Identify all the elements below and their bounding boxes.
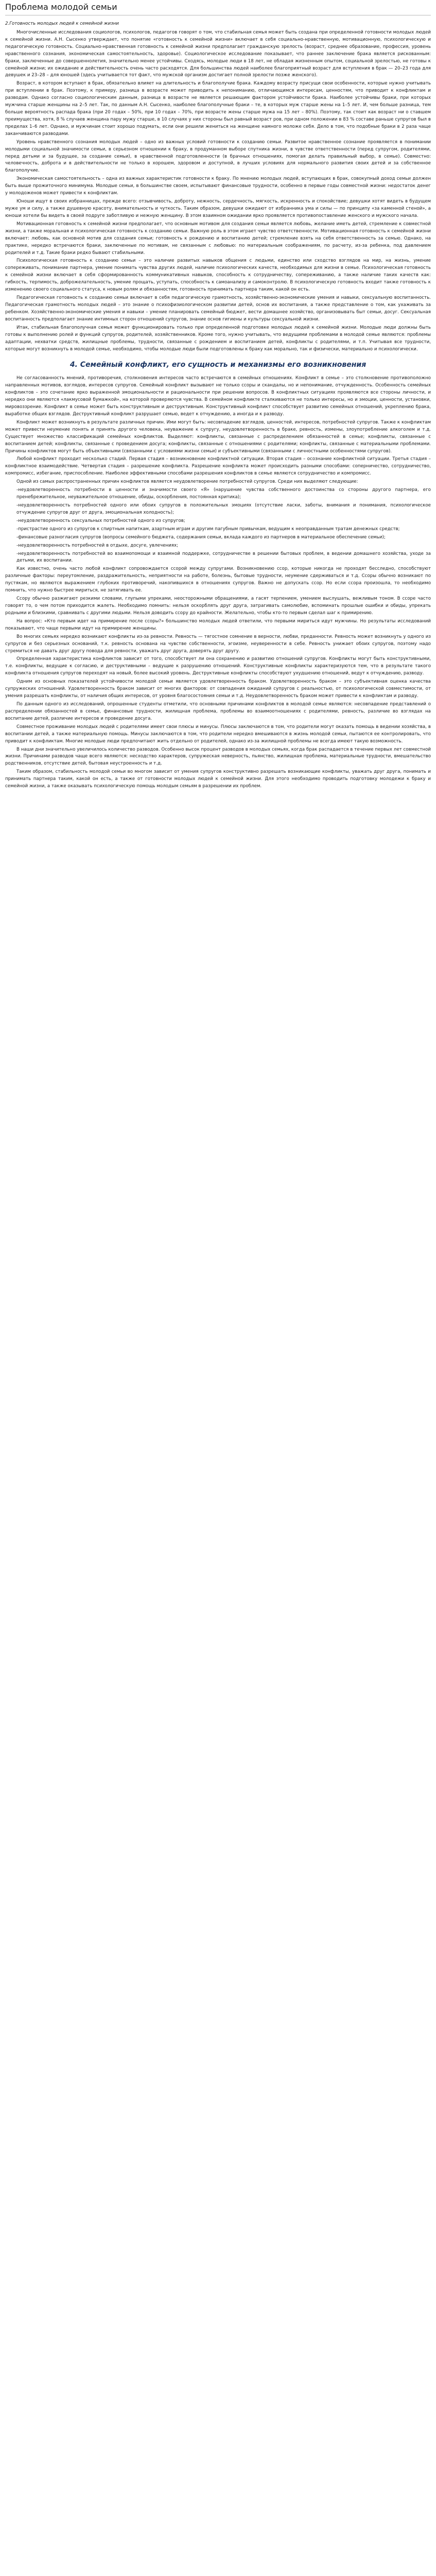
paragraph: Мотивационная готовность к семейной жизни предполагает, что основным мотивом для создания семьи является любовь, желание иметь детей, стремление к совместной жизни, а также моральная и психологическая готовность к созданию семьи. Важную роль в этом играет чувство ответственности. Мотивационная готовность к семейной жизни включает: любовь, как основной мотив для создания семьи; готовность к рождению и воспитанию детей; стремление взять на себя ответственность за семью. Однако, на практике, нередко встречаются браки, заключенные по мотивам, не связанным с любовью: по материальным соображениям, по расчету, из-за ребенка, под давлением родителей и т.д. Такие браки редко бывают стабильными. (5, 221, 431, 256)
list-item: -неудовлетворенность сексуальных потребностей одного из супругов; (16, 518, 185, 523)
section-heading: 4. Семейный конфликт, его сущность и механизмы его возникновения (69, 361, 367, 369)
list-item: -неудовлетворенность потребностей одного или обоих супругов в положительных эмоциях (отсутствие ласки, заботы, внимания и понимания, психологическое отчуждение супругов друг от друга, эмоциональная холодность); (16, 503, 431, 515)
paragraph: Педагогическая готовность к созданию семьи включает в себя педагогическую грамотность, хозяйственно-экономические умения и навыки, сексуальную воспитанность. Педагогическая грамотность молодых людей – это знание о психофизиологическом развитии детей, основ их воспитания, а также представление о том, как ухаживать за ребенком. Хозяйственно-экономические умения и навыки – умение планировать семейный бюджет, вести домашнее хозяйство, организовывать быт семьи, досуг. Сексуальная воспитанность предполагает знание интимных сторон отношений супругов, знание основ гигиены и культуры сексуальной жизни. (5, 295, 431, 322)
paragraph: В наши дни значительно увеличилось количество разводов. Особенно высок процент разводов в молодых семьях, когда брак распадается в течение первых лет совместной жизни. Причинами разводов чаще всего являются: несходство характеров, супружеская неверность, пьянство, жилищная проблема, материальные трудности, вмешательство родственников, отсутствие детей, бытовая неустроенность и т.д. (5, 747, 431, 767)
paragraph: Юноши ищут в своих избранницах, прежде всего: отзывчивость, доброту, нежность, сердечность, мягкость, искренность и спокойствие; девушки хотят видеть в будущем муже ум и силу, а также душевную красоту, внимательность и чуткость. Таким образом, девушки ожидают от избранника ума и силы — по принципу «за каменной стеной», а юноши хотели бы видеть в своей подруге заботливую и нежную женщину. В этом взаимном ожидании ярко проявляется противопоставление женского и мужского начала. (5, 199, 431, 218)
paragraph: Многочисленные исследования социологов, психологов, педагогов говорят о том, что стабильная семья может быть создана при определенной готовности молодых людей к семейной жизни. А.Н. Сысенко утверждает, что понятие «готовность к семейной жизни» включает в себя социально-нравственную, мотивационную, психологическую и педагогическую готовность. Социально-нравственная готовность к семейной жизни предполагает гражданскую зрелость (возраст, среднее образование, профессия, уровень нравственного сознания, экономическая самостоятельность, здоровье). Социологическое исследование показывает, что раннее заключение брака является рискованным: браки, заключенные до совершеннолетия, значительно менее устойчивы. Сходясь, молодые люди в 18 лет, не обладая жизненным опытом, социальной зрелостью, не готовы к семейной жизни; их ожидание и действительность очень часто расходятся. Для большинства людей наиболее благоприятный возраст для вступления в брак — 20–23 года для девушек и 23–28 – для юношей (здесь учитывается тот факт, что мужской организм достигает полной зрелости позже женского). (5, 29, 431, 78)
paragraph: Совместное проживание молодых людей с родителями имеет свои плюсы и минусы. Плюсы заключаются в том, что родители могут оказать помощь в ведении хозяйства, в воспитании детей, а также материальную помощь. Минусы заключаются в том, что родители нередко вмешиваются в жизнь молодой семьи, пытаются ее контролировать, что приводит к конфликтам. Многие молодые люди предпочитают жить отдельно от родителей, однако из-за жилищной проблемы не всегда имеют такую возможность. (5, 724, 431, 744)
paragraph: Во многих семьях нередко возникают конфликты из-за ревности. Ревность — тягостное сомнение в верности, любви, преданности. Ревность может возникнуть у одного из супругов и без серьезных оснований, т.к. ревность основана на чувстве собственности, эгоизме, неуверенности в себе. Ревность унижает обоих супругов, поэтому надо стремиться не давать друг другу повода для ревности, уважать друг друга, доверять друг другу. (5, 634, 431, 654)
paragraph: Таким образом, стабильность молодой семьи во многом зависит от умения супругов конструктивно разрешать возникающие конфликты, уважать друг друга, понимать и принимать партнера таким, какой он есть, а также от готовности молодых людей к семейной жизни. Для этого необходимо проводить подготовку молодежи к браку и семейной жизни, а также оказывать психологическую помощь молодым семьям в разрешении их проблем. (5, 769, 431, 789)
paragraph: Психологическая готовность к созданию семьи – это наличие развитых навыков общения с людьми, единство или сходство взглядов на мир, на жизнь, умение сопереживать, понимание партнера, умение понимать чувства других людей, наличие психологических качеств, необходимых для жизни в семье. Психологическая готовность к семейной жизни включает в себя сформированность коммуникативных навыков, способность к сотрудничеству, сопереживанию, а также наличие таких качеств как: гибкость, терпимость, доброжелательность, умение прощать, уступать, способность к самоанализу и самоконтролю. В психологическую готовность входит также готовность к изменению своего социального статуса, к новым ролям и обязанностям, готовность принимать партнера таким, какой он есть. (5, 258, 431, 293)
list-item: -неудовлетворенность потребностей в отдыхе, досуге, увлечениях; (16, 543, 179, 548)
document-title: Проблема молодой семьи (5, 2, 431, 15)
section-2-body (5, 375, 431, 790)
list-item: -неудовлетворенность потребности в ценности и значимости своего «Я» (нарушение чувства собственного достоинства со стороны другого партнера, его пренебрежительное, неуважительное отношение, обиды, оскорбления, постоянная критика); (16, 487, 431, 500)
paragraph: Ссору обычно разжигают резкими словами, глупыми упреками, неосторожными обращениями, а гасят терпением, умением выслушать, вежливым тоном. В ссоре часто говорят то, о чем потом приходится жалеть. Необходимо помнить: нельзя оскорблять друг друга, затрагивать самолюбие, вспоминать прошлые ошибки и обиды, упрекать родными и близкими, сравнивать с другими людьми. Нельзя доводить ссору до крайности. Желательно, чтобы кто-то первым сделал шаг к примирению. (5, 596, 431, 616)
paragraph: Любой конфликт проходит несколько стадий. Первая стадия – возникновение конфликтной ситуации. Вторая стадия – осознание конфликтной ситуации. Третья стадия – конфликтное взаимодействие. Четвертая стадия – разрешение конфликта. Разрешение конфликта может происходить разными способами: соперничество, сотрудничество, компромисс, избегание, приспособление. Наиболее эффективными способами разрешения конфликтов в семье являются сотрудничество и компромисс. (5, 456, 431, 477)
list-item: -финансовые разногласия супругов (вопросы семейного бюджета, содержания семьи, вклада каждого из партнеров в материальное обеспечение семьи); (16, 534, 386, 540)
needs-list (5, 487, 431, 565)
paragraph: Одной из самых распространенных причин конфликтов является неудовлетворение потребностей супругов. Среди них выделяют следующие: (16, 479, 358, 485)
paragraph: Экономическая самостоятельность – одна из важных характеристик готовности к браку. По мнению молодых людей, вступающих в брак, совокупный доход семьи должен быть выше прожиточного минимума. Молодые семьи, в большинстве своем, испытывают финансовые трудности, особенно в первые годы совместной жизни: недостаток денег у молодоженов может привести к конфликтам. (5, 176, 431, 196)
paragraph: Итак, стабильная благополучная семья может функционировать только при определенной подготовке молодых людей к семейной жизни. Молодые люди должны быть готовы к выполнению ролей и функций супругов, родителей, хозяйственников. Кроме того, нужно учитывать, что ведущими проблемами в молодой семье являются: проблемы адаптации, нехватки средств, жилищные проблемы, трудности, связанные с рождением и воспитанием детей, конфликты с родителями, и т.п. Учитывая все трудности, которые могут возникнуть в молодой семье, необходимо, чтобы молодые люди были подготовлены к браку как морально, так и физически, материально и психологически. (5, 325, 431, 352)
paragraph: Возраст, в котором вступают в брак, обязательно влияет на длительность и благополучие брака. Каждому возрасту присущи свои особенности, которые нужно учитывать при вступлении в брак. Поэтому, к примеру, разница в возрасте может приводить к непониманию, отличающимся интересам, ценностям, что приводит к конфликтам и разводам. Однако согласно социологическим данным, разница в возрасте не является решающим фактором устойчивости брака. Наиболее устойчивы браки, при которых мужчина старше женщины на 2–5 лет. Так, по данным А.Н. Сысенко, наиболее благополучные браки – те, в которых муж старше жены на 1–5 лет. И, чем больше разница, тем больше вероятность распада брака (при 20 годах – 50%, при 10 годах – 70%, при возрасте жены старше мужа на 15 лет – 80%). Поэтому, так стоит как возраст ни о ставшем преимущества, хотя, 8 % случаев женщина пару мужу старше, в 10 случаях у них стороны был равный возраст ров, при одном положении в 83 % составе раньше супругов был в пределах 1–6 лет. Однако, и мужчинам стоит хорошо подумать, если они решили жениться на женщине намного моложе себя. Дело в том, что подобные браки в 2 раза чаще заканчиваются разводами. (5, 81, 431, 137)
section-1-body (5, 29, 431, 353)
list-item: -неудовлетворенность потребностей во взаимопомощи и взаимной поддержке, сотрудничестве в решении бытовых проблем, в ведении домашнего хозяйства, уходе за детьми, их воспитании. (16, 551, 431, 564)
section-subtitle: 2.Готовность молодых людей к семейной жизни (5, 21, 119, 26)
paragraph: Определенная характеристика конфликтов зависит от того, способствует ли она сохранению и развитию отношений супругов. Конфликты могут быть конструктивными, т.е. конфликты, ведущие к согласию, и деструктивными – ведущие к разрушению отношений. Конструктивные конфликты характеризуются тем, что в результате такого конфликта отношения супругов переходят на новый, более высокий уровень. Деструктивные конфликты способствуют ухудшению отношений, ведут к отчуждению, разводу. (5, 656, 431, 676)
list-item: -пристрастие одного из супругов к спиртным напиткам, азартным играм и другим пагубным привычкам, ведущим к неоправданным тратам денежных средств; (16, 526, 400, 532)
paragraph: Не согласованность мнений, противоречия, столкновения интересов часто встречаются в семейных отношениях. Конфликт в семье – это столкновение противоположно направленных мотивов, взглядов, интересов супругов. Семейный конфликт вызывают не только ссоры и скандалы, но и непонимание, отчужденность. Особенность семейных конфликтов – это сочетание ярко выраженной эмоциональности и рациональности при решении вопросов. В конфликтных ситуациях проявляются все стороны личности, и нередко они являются «лакмусовой бумажкой», на которой проверяются чувства. В семейном конфликте сталкиваются не только интересы, но и эмоции, ценности, установки, мировоззрение. Конфликт в семье может быть конструктивным и деструктивным. Конструктивный конфликт способствует развитию семейных отношений, укреплению брака, выработке общих взглядов. Деструктивный конфликт разрушает семью, ведет к отчуждению, а иногда и к разводу. (5, 376, 431, 417)
paragraph: Одним из основных показателей устойчивости молодой семьи является удовлетворенность браком. Удовлетворенность браком – это субъективная оценка качества супружеских отношений. Удовлетворенность браком зависит от многих факторов: от совпадения ожиданий супругов с реальностью, от психологической совместимости, от умения разрешать конфликты, от наличия общих интересов, от уровня благосостояния семьи и т.д. Неудовлетворенность браком может привести к конфликтам и разводу. (5, 679, 431, 699)
paragraph: На вопрос: «Кто первым идет на примирение после ссоры?» большинство молодых людей ответили, что первыми мириться идут мужчины. Но результаты исследований показывают, что чаще первыми идут на примирение женщины. (5, 618, 431, 631)
paragraph: Как известно, очень часто любой конфликт сопровождается ссорой между супругами. Возникновению ссор, которые никогда не проходят бесследно, способствуют различные факторы: переутомление, раздражительность, неприятности на работе, болезнь, бытовые трудности, неумение сдерживаться и т.д. Ссоры обычно возникают по пустякам, но являются выражением глубоких противоречий, накопившихся в отношениях супругов. Важно не допускать ссор. Но если ссора произошла, то необходимо помнить, что нужно быстрее мириться, не затягивать ее. (5, 566, 431, 594)
paragraph: Конфликт может возникнуть в результате различных причин. Ими могут быть: несовпадение взглядов, ценностей, интересов, потребностей супругов. Также к конфликтам может привести неумение понять и принять другого человека, неуважение к супругу, неудовлетворенность в браке, ревность, измены, злоупотребление алкоголем и т.д. Существует множество классификаций семейных конфликтов. Выделяют: конфликты, связанные с распределением обязанностей в семье; конфликты, связанные с воспитанием детей; конфликты, связанные с проведением досуга; конфликты, связанные с отношениями с родителями; конфликты, связанные с материальными проблемами. Причины конфликтов могут быть объективными (связанными с условиями жизни семьи) и субъективными (связанными с личностными особенностями супругов). (5, 419, 431, 454)
paragraph: По данным одного из исследований, опрошенные студенты отметили, что основными причинами конфликтов в молодой семье являются: несовпадение представлений о распределении обязанностей в семье, финансовые трудности, жилищная проблема, проблемы во взаимоотношениях с родителями, ревность, различие во взглядах на воспитание детей, различие интересов и проведение досуга. (5, 701, 431, 721)
paragraph: Уровень нравственного сознания молодых людей – одно из важных условий готовности к созданию семьи. Развитое нравственное сознание проявляется в понимании молодыми социальной значимости семьи, в серьезном отношении к браку, в продуманном выборе спутника жизни, в чувстве ответственности (перед супругом, родителями, перед детьми и за будущее, за создание семьи), в нравственной подготовленности (в брачных отношениях, помогая делать правильный выбор, в семье). Совместно: человечность, доброта и в действительности не только в хорошем, здоровом и доступной, в лучших условиях для нормального развития своих детей и за собственное благополучие. (5, 139, 431, 174)
